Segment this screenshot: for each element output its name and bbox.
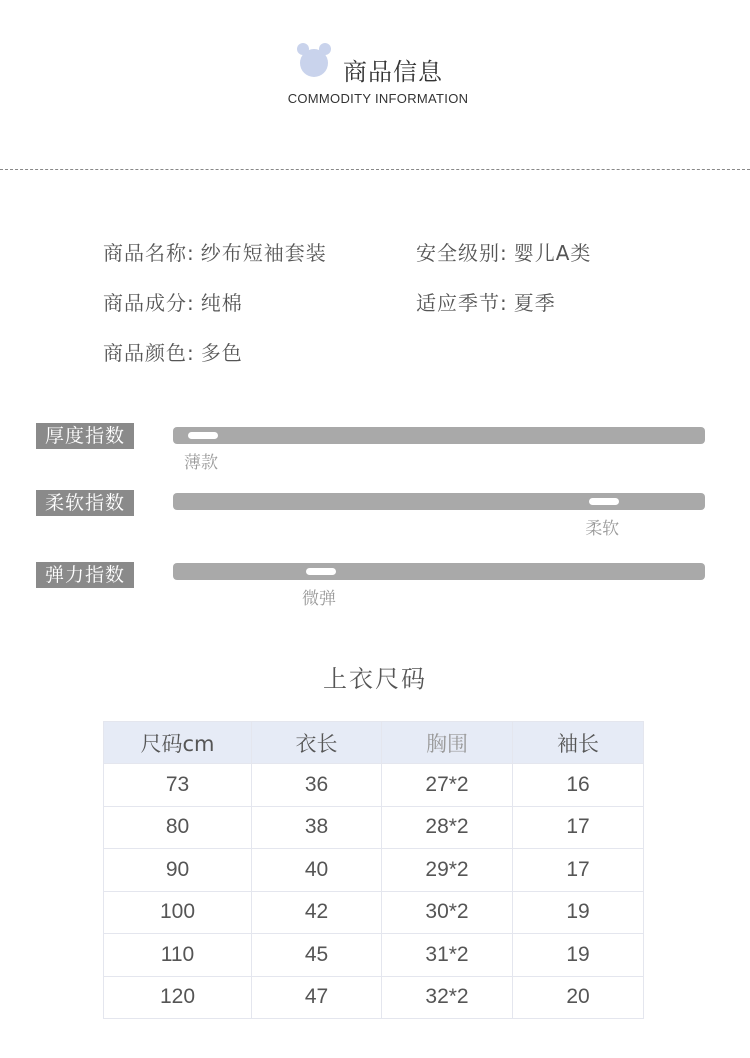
cell-chest: 29*2 [382,849,513,892]
info-value: 多色 [200,341,243,365]
cell-chest: 31*2 [382,934,513,977]
thickness-index-marker [188,432,218,439]
info-season [416,287,556,316]
table-row [104,891,644,934]
cell-length: 47 [252,976,382,1019]
info-label: 商品颜色: [103,341,195,365]
cell-sleeve: 17 [513,806,644,849]
cell-size: 110 [104,934,252,977]
info-label: 安全级别: [416,241,508,265]
softness-index-value: 柔软 [585,519,620,539]
cell-chest: 27*2 [382,764,513,807]
info-safety-level [416,237,591,266]
size-chart-table [103,721,644,1019]
table-row [104,806,644,849]
thickness-index-label: 厚度指数 [36,423,134,449]
table-row [104,976,644,1019]
elasticity-index-label: 弹力指数 [36,562,134,588]
dashed-divider [0,169,750,170]
softness-index-track [173,493,705,510]
header-sleeve: 袖长 [513,722,644,764]
section-subtitle: COMMODITY INFORMATION [287,91,469,106]
header-length: 衣长 [252,722,382,764]
cell-length: 38 [252,806,382,849]
info-value: 纯棉 [200,291,243,315]
cell-chest: 28*2 [382,806,513,849]
cell-sleeve: 20 [513,976,644,1019]
section-title: 商品信息 [343,58,443,86]
table-row [104,934,644,977]
elasticity-index-marker [306,568,336,575]
softness-index-label: 柔软指数 [36,490,134,516]
cell-chest: 30*2 [382,891,513,934]
size-chart-title: 上衣尺码 [323,665,427,693]
cell-size: 90 [104,849,252,892]
info-value: 婴儿A类 [513,241,592,265]
cell-length: 42 [252,891,382,934]
thickness-index-track [173,427,705,444]
cell-sleeve: 16 [513,764,644,807]
cell-sleeve: 17 [513,849,644,892]
section-header [0,38,750,118]
info-product-name [103,237,327,266]
info-label: 商品名称: [103,241,195,265]
cell-size: 73 [104,764,252,807]
cell-length: 45 [252,934,382,977]
cell-length: 40 [252,849,382,892]
table-row [104,849,644,892]
softness-index-marker [589,498,619,505]
cell-size: 100 [104,891,252,934]
cell-size: 80 [104,806,252,849]
cell-length: 36 [252,764,382,807]
cell-sleeve: 19 [513,934,644,977]
header-chest: 胸围 [382,722,513,764]
cell-size: 120 [104,976,252,1019]
cell-sleeve: 19 [513,891,644,934]
info-value: 纱布短袖套装 [200,241,327,265]
info-material [103,287,243,316]
info-label: 适应季节: [416,291,508,315]
info-label: 商品成分: [103,291,195,315]
cell-chest: 32*2 [382,976,513,1019]
thickness-index-value: 薄款 [184,453,218,473]
bear-head-icon [296,42,332,78]
elasticity-index-track [173,563,705,580]
info-color [103,337,243,366]
header-size: 尺码cm [104,722,252,764]
elasticity-index-value: 微弹 [302,589,336,609]
table-row [104,764,644,807]
info-value: 夏季 [513,291,556,315]
size-chart-header-row [104,722,644,764]
